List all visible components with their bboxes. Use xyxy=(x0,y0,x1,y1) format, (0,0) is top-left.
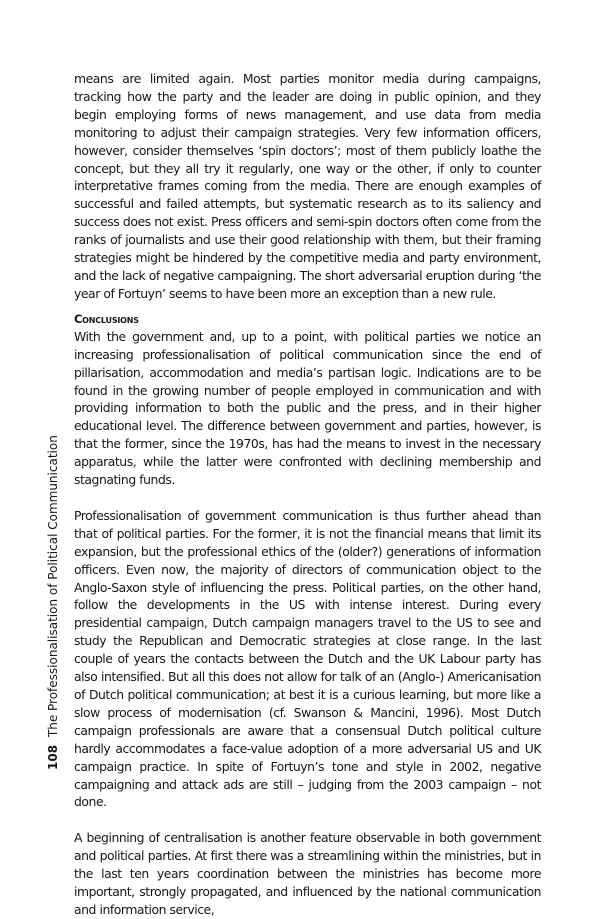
paragraph-1: means are limited again. Most parties monitor media during campaigns, tracking how the party and the leader are doing in public opinion, and they begin employing forms of news management, and use data from media monitoring to adjust their campaign strategies. Very few information officers, however, consider themselves ‘spin doctors’; most of them publicly loathe the concept, but they all try it regularly, one way or the other, if only to counter interpretative frames coming from the media. There are enough examples of successful and failed attempts, but systematic research as to its saliency and success does not exist. Press officers and semi-spin doctors often come from the ranks of journalists and use their good relationship with them, but their framing strategies might be hindered by the competitive media and party environment, and the lack of negative campaigning. The short adversarial eruption during ‘the year of Fortuyn’ seems to have been more an exception than a new rule. xyxy=(74,71,541,301)
paragraph-3: Professionalisation of government communication is thus further ahead than that of political parties. For the former, it is not the financial means that limit its expansion, but the professional ethics of the (older?) generations of information officers. Even now, the majority of directors of communication object to the Anglo-Saxon style of influencing the press. Political parties, on the other hand, follow the developments in the US with intense interest. During every presidential campaign, Dutch campaign managers travel to the US to see and study the Republican and Democratic strategies at close range. In the last couple of years the contacts between the Dutch and the UK Labour party has also intensified. But all this does not allow for talk of an (Anglo-) Americanisation of Dutch political communication; at best it is a curious learning, but more like a slow process of modernisation (cf. Swanson & Mancini, 1996). Most Dutch campaign professionals are aware that a consensual Dutch political culture hardly accommodates a face-value adoption of a more adversarial US and UK campaign practice. In spite of Fortuyn’s tone and style in 2002, negative campaigning and attack ads are still – judging from the 2003 campaign – not done. xyxy=(74,507,541,810)
page-number: 108 xyxy=(46,744,60,770)
paragraph-2: With the government and, up to a point, with political parties we notice an increasing professionalisation of political communication since the end of pillarisation, accommodation and media’s partisan logic. Indications are to be found in the growing number of people employed in communication and with providing information to both the public and the press, and in their higher educational level. The difference between government and parties, however, is that the former, since the 1970s, has had the means to invest in the necessary apparatus, while the latter were confronted with declining membership and stagnating funds. xyxy=(74,328,541,488)
section-heading-conclusions: Conclusions xyxy=(74,311,139,326)
paragraph-4: A beginning of centralisation is another feature observable in both government and political parties. At first there was a streamlining within the ministries, but in the last ten years coordination between the ministries has become more important, strongly propagated, and influenced by the national communication and information service, xyxy=(74,830,541,917)
running-head-title: The Professionalisation of Political Communication xyxy=(46,435,60,738)
running-head xyxy=(46,435,60,770)
page-body xyxy=(74,70,541,919)
